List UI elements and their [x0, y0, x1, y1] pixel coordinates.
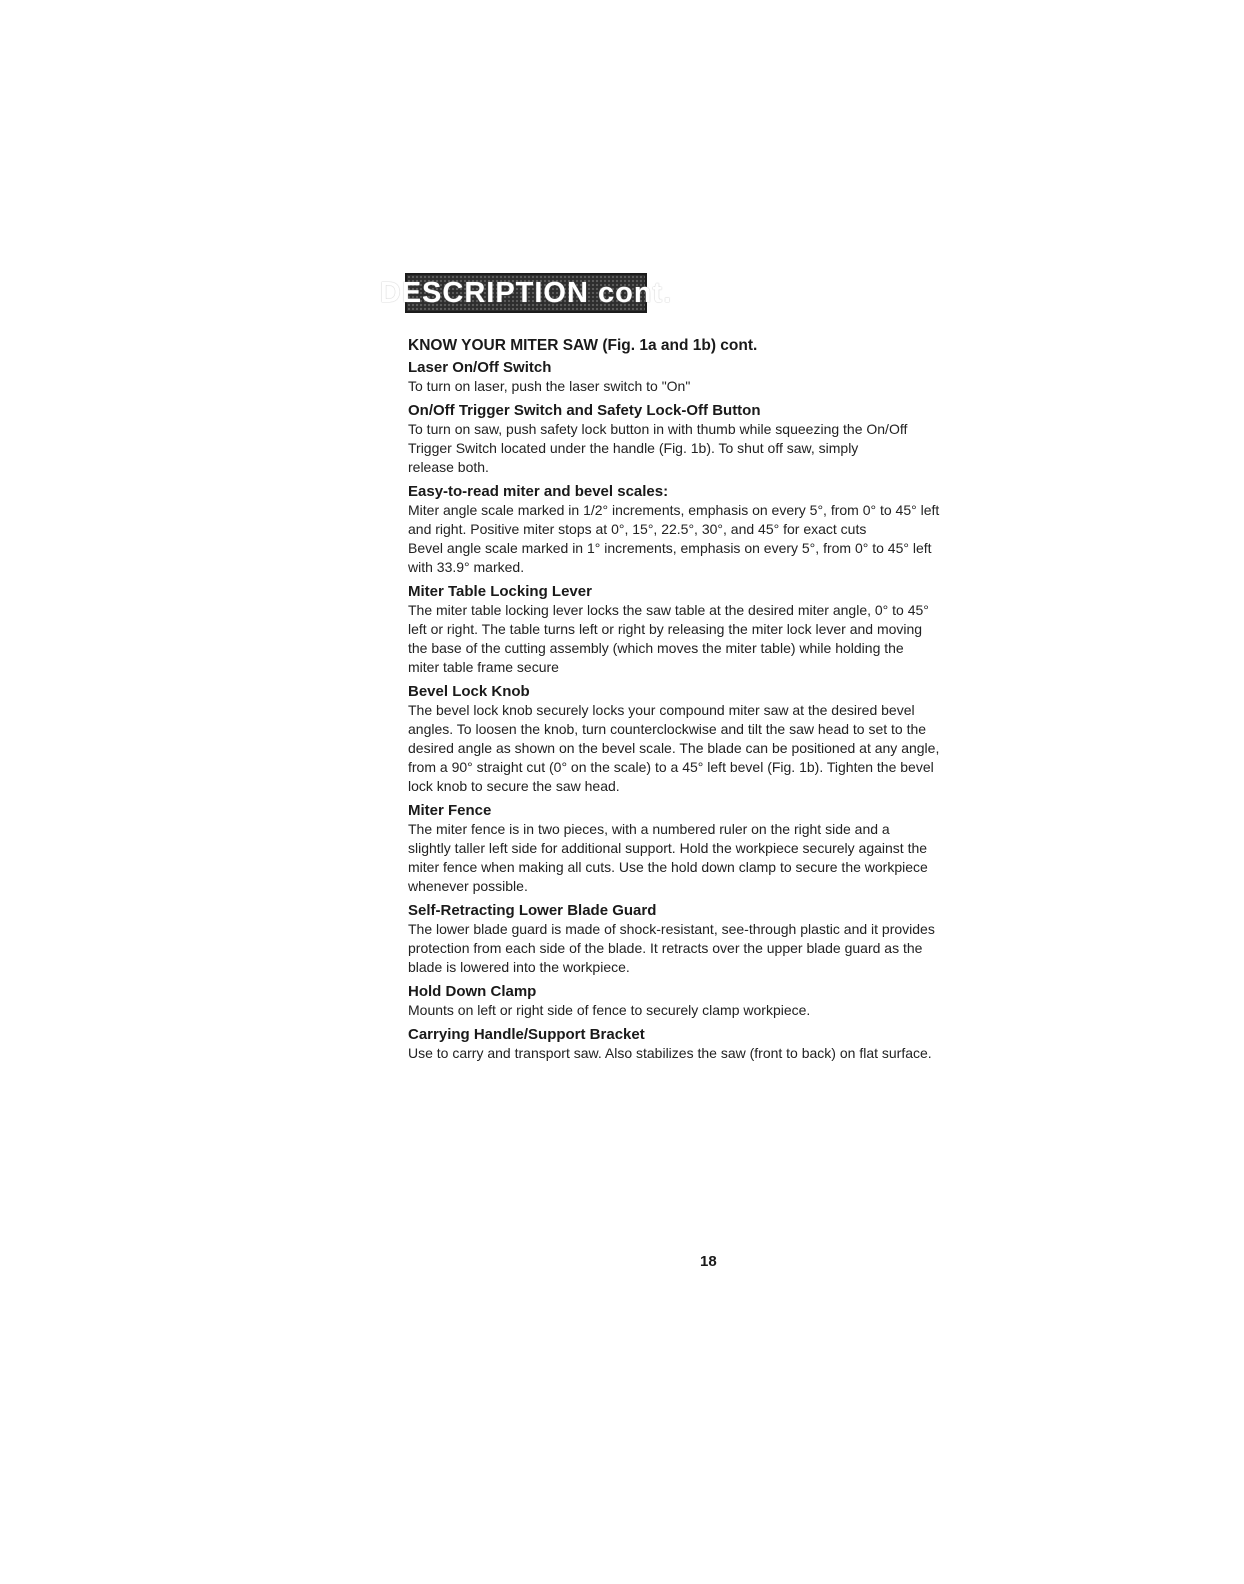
main-heading: KNOW YOUR MITER SAW (Fig. 1a and 1b) cont.	[408, 337, 758, 354]
section-body: The miter fence is in two pieces, with a numbered ruler on the right side and a slightly taller left side for additional support. Hold the workpiece securely against the miter fence when making all cuts. Use the hold down clamp to secure the workpiece whenever possible.	[408, 821, 928, 894]
section-heading: Miter Table Locking Lever	[408, 583, 592, 600]
section-body: Miter angle scale marked in 1/2° increments, emphasis on every 5°, from 0° to 45° left and right. Positive miter stops at 0°, 15°, 22.5°, 30°, and 45° for exact cuts Bevel angle scale marked in 1° increments, emphasis on every 5°, from 0° to 45° left with 33.9° marked.	[408, 502, 940, 575]
section-heading: Laser On/Off Switch	[408, 359, 552, 376]
section-blade-guard	[408, 901, 1033, 977]
section-trigger-switch	[408, 401, 1033, 477]
section-heading: Easy-to-read miter and bevel scales:	[408, 483, 669, 500]
section-body: The lower blade guard is made of shock-resistant, see-through plastic and it provides protection from each side of the blade. It retracts over the upper blade guard as the blade is lowered into the workpiece.	[408, 921, 935, 975]
section-laser-switch	[408, 358, 1033, 396]
section-heading: Bevel Lock Knob	[408, 683, 530, 700]
section-bevel-lock-knob	[408, 682, 1033, 796]
section-banner	[379, 273, 673, 313]
section-heading: On/Off Trigger Switch and Safety Lock-Off Button	[408, 402, 761, 419]
section-heading: Self-Retracting Lower Blade Guard	[408, 902, 657, 919]
section-scales	[408, 482, 1033, 577]
section-body: To turn on laser, push the laser switch to "On"	[408, 378, 691, 394]
section-body: Use to carry and transport saw. Also stabilizes the saw (front to back) on flat surface.	[408, 1045, 932, 1061]
page-content	[408, 336, 1033, 1068]
section-hold-down-clamp	[408, 982, 1033, 1020]
section-miter-fence	[408, 801, 1033, 896]
section-body: The miter table locking lever locks the saw table at the desired miter angle, 0° to 45° left or right. The table turns left or right by releasing the miter lock lever and moving the base of the cutting assembly (which moves the miter table) while holding the miter table frame secure	[408, 602, 929, 675]
section-miter-table-lever	[408, 582, 1033, 677]
section-carrying-handle	[408, 1025, 1033, 1063]
section-heading: Carrying Handle/Support Bracket	[408, 1026, 645, 1043]
section-heading: Miter Fence	[408, 802, 492, 819]
section-body: Mounts on left or right side of fence to securely clamp workpiece.	[408, 1002, 811, 1018]
page-number: 18	[700, 1253, 717, 1270]
banner-title: DESCRIPTION cont.	[379, 276, 673, 309]
section-body: To turn on saw, push safety lock button in with thumb while squeezing the On/Off Trigger Switch located under the handle (Fig. 1b). To shut off saw, simply release both.	[408, 421, 908, 475]
section-body: The bevel lock knob securely locks your compound miter saw at the desired bevel angles. To loosen the knob, turn counterclockwise and tilt the saw head to set to the desired angle as shown on the bevel scale. The blade can be positioned at any angle, from a 90° straight cut (0° on the scale) to a 45° left bevel (Fig. 1b). Tighten the bevel lock knob to secure the saw head.	[408, 702, 940, 794]
section-heading: Hold Down Clamp	[408, 983, 537, 1000]
